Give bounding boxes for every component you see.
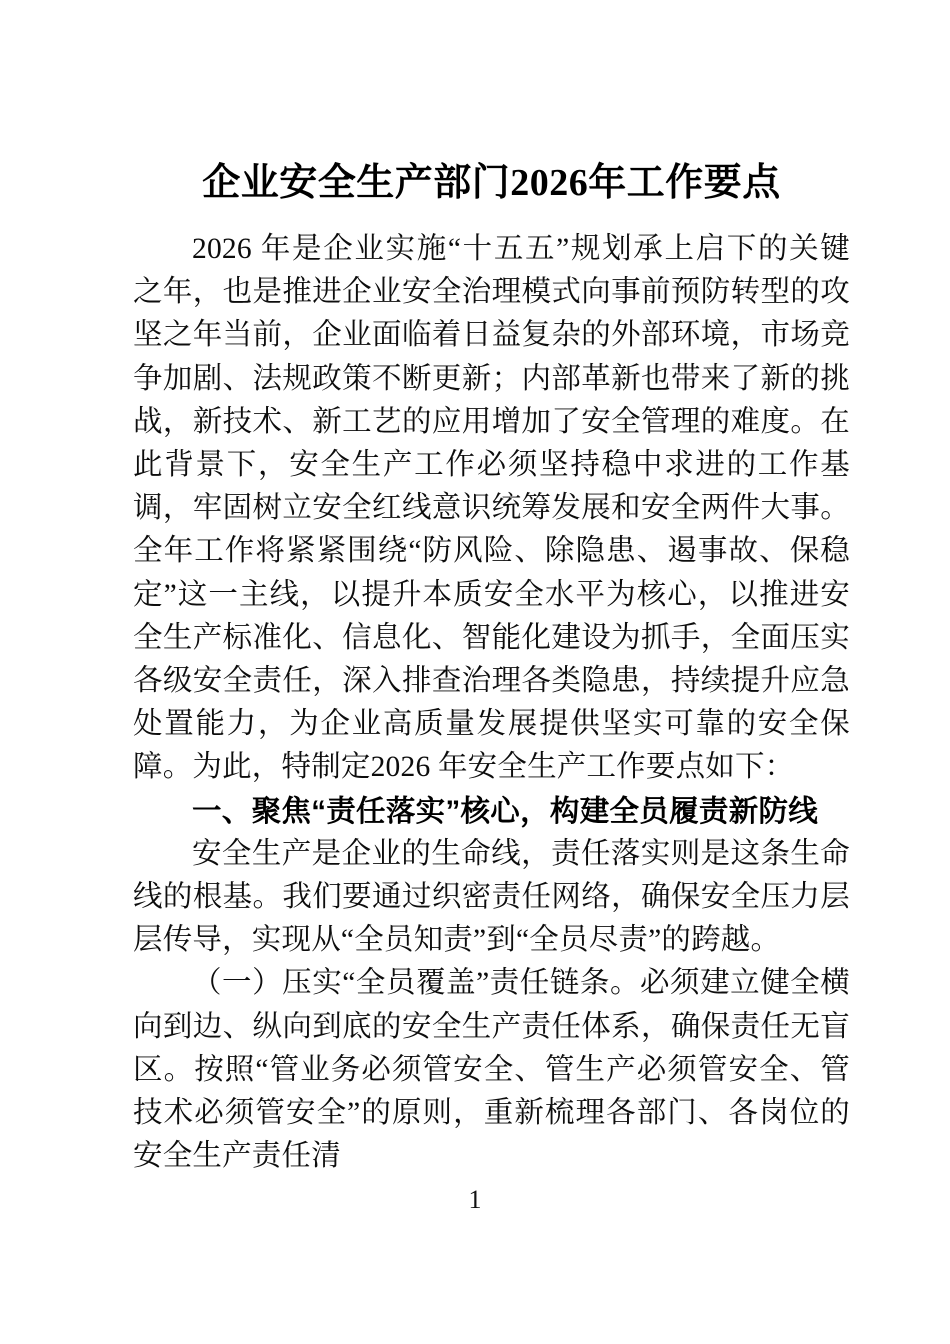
page-title: 企业安全生产部门2026年工作要点 (202, 162, 781, 204)
document-content-area (133, 0, 850, 1178)
page-number: 1 (468, 1185, 482, 1214)
section-one-lead-paragraph: 安全生产是企业的生命线，责任落实则是这条生命线的根基。我们要通过织密责任网络，确保安全压力层层传导，实现从“全员知责”到“全员尽责”的跨越。 (133, 837, 850, 957)
title-body-spacer (133, 206, 850, 228)
subsection-one-paragraph: （一）压实“全员覆盖”责任链条。必须建立健全横向到边、纵向到底的安全生产责任体系，确保责任无盲区。按照“管业务必须管安全、管生产必须管安全、管技术必须管安全”的原则，重新梳理各部门、各岗位的安全生产责任清 (133, 967, 850, 1173)
intro-paragraph: 2026 年是企业实施“十五五”规划承上启下的关键之年，也是推进企业安全治理模式向事前预防转型的攻坚之年当前，企业面临着日益复杂的外部环境，市场竞争加剧、法规政策不断更新；内部革新也带来了新的挑战，新技术、新工艺的应用增加了安全管理的难度。在此背景下，安全生产工作必须坚持稳中求进的工作基调，牢固树立安全红线意识统筹发展和安全两件大事。全年工作将紧紧围绕“防风险、除隐患、遏事故、保稳定”这一主线，以提升本质安全水平为核心，以推进安全生产标准化、信息化、智能化建设为抓手，全面压实各级安全责任，深入排查治理各类隐患，持续提升应急处置能力，为企业高质量发展提供坚实可靠的安全保障。为此，特制定2026 年安全生产工作要点如下： (133, 233, 850, 784)
section-heading-one: 一、聚焦“责任落实”核心，构建全员履责新防线 (192, 794, 819, 828)
